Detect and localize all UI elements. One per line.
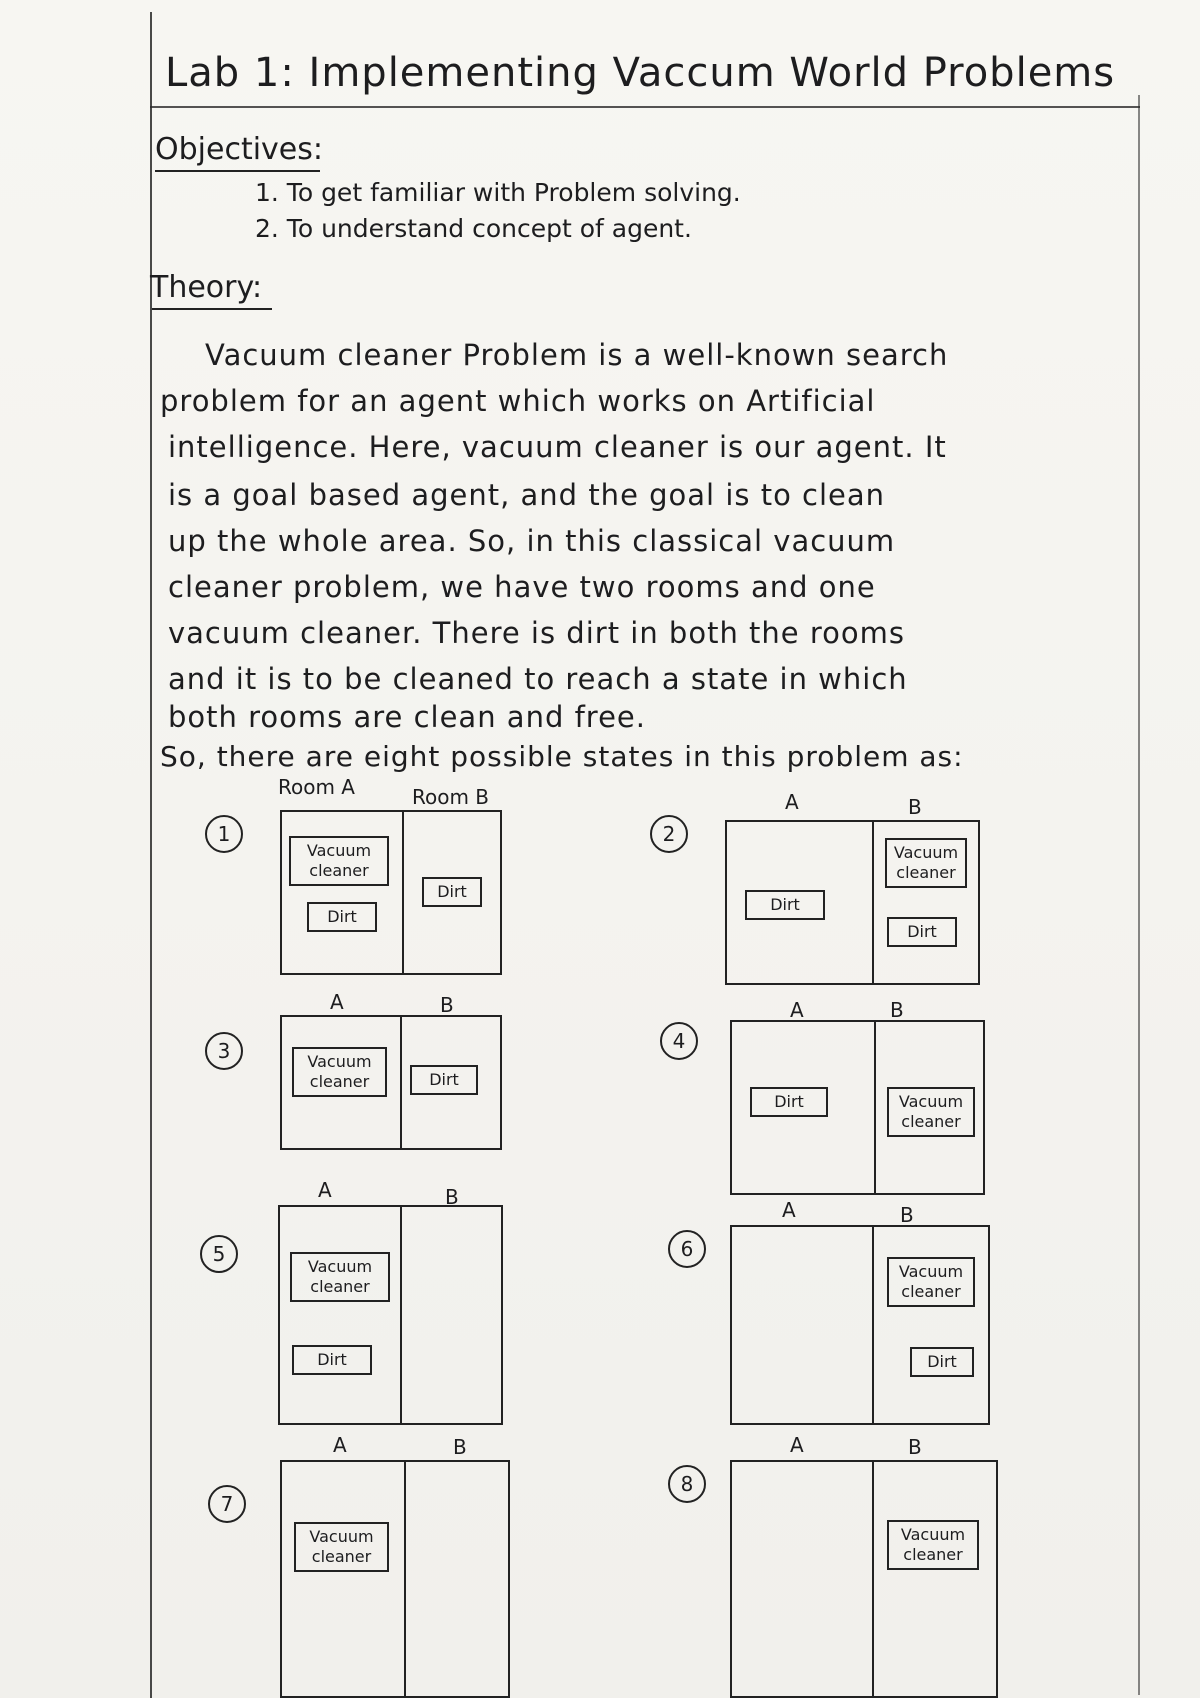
theory-heading: Theory: bbox=[150, 270, 263, 305]
state-diagram bbox=[278, 1205, 503, 1425]
objective-item: 1. To get familiar with Problem solving. bbox=[255, 178, 741, 207]
state-diagram bbox=[730, 1020, 985, 1195]
room-b-label: B bbox=[908, 1435, 922, 1459]
state-number: 8 bbox=[668, 1465, 706, 1503]
room-divider bbox=[874, 1022, 876, 1193]
theory-line: is a goal based agent, and the goal is to clean bbox=[168, 478, 886, 512]
dirt-box: Dirt bbox=[910, 1347, 974, 1377]
state-number: 1 bbox=[205, 815, 243, 853]
page-title: Lab 1: Implementing Vaccum World Problems bbox=[165, 50, 1116, 96]
room-divider bbox=[400, 1207, 402, 1423]
room-b-label: B bbox=[900, 1203, 914, 1227]
state-number: 3 bbox=[205, 1032, 243, 1070]
state-diagram bbox=[280, 810, 502, 975]
theory-line: problem for an agent which works on Artificial bbox=[160, 384, 876, 418]
room-b-label: B bbox=[908, 795, 922, 819]
room-b-label: B bbox=[453, 1435, 467, 1459]
state-diagram bbox=[280, 1015, 502, 1150]
theory-line: and it is to be cleaned to reach a state in which bbox=[168, 662, 908, 696]
room-b-label: B bbox=[445, 1185, 459, 1209]
room-divider bbox=[404, 1462, 406, 1696]
room-a-label: A bbox=[330, 990, 344, 1014]
theory-line: vacuum cleaner. There is dirt in both the rooms bbox=[168, 616, 905, 650]
theory-underline bbox=[152, 308, 272, 310]
state-number: 6 bbox=[668, 1230, 706, 1268]
vacuum-cleaner-box: Vacuum cleaner bbox=[885, 838, 967, 888]
room-b-label: Room B bbox=[412, 785, 490, 809]
vacuum-cleaner-box: Vacuum cleaner bbox=[294, 1522, 389, 1572]
vacuum-cleaner-box: Vacuum cleaner bbox=[292, 1047, 387, 1097]
dirt-box: Dirt bbox=[410, 1065, 478, 1095]
dirt-box: Dirt bbox=[292, 1345, 372, 1375]
theory-line: both rooms are clean and free. bbox=[168, 700, 646, 734]
room-divider bbox=[400, 1017, 402, 1148]
state-diagram bbox=[730, 1460, 998, 1698]
theory-line: cleaner problem, we have two rooms and one bbox=[168, 570, 876, 604]
room-divider bbox=[872, 1462, 874, 1696]
room-divider bbox=[872, 822, 874, 983]
state-number: 4 bbox=[660, 1022, 698, 1060]
room-a-label: A bbox=[785, 790, 799, 814]
dirt-box: Dirt bbox=[887, 917, 957, 947]
theory-line: intelligence. Here, vacuum cleaner is our agent. It bbox=[168, 430, 947, 464]
dirt-box: Dirt bbox=[307, 902, 377, 932]
title-rule bbox=[150, 106, 1140, 108]
dirt-box: Dirt bbox=[745, 890, 825, 920]
objective-item: 2. To understand concept of agent. bbox=[255, 214, 692, 243]
state-diagram bbox=[730, 1225, 990, 1425]
room-divider bbox=[872, 1227, 874, 1423]
room-a-label: A bbox=[318, 1178, 332, 1202]
vacuum-cleaner-box: Vacuum cleaner bbox=[887, 1257, 975, 1307]
vacuum-cleaner-box: Vacuum cleaner bbox=[290, 1252, 390, 1302]
state-diagram bbox=[725, 820, 980, 985]
room-b-label: B bbox=[440, 993, 454, 1017]
state-number: 2 bbox=[650, 815, 688, 853]
room-b-label: B bbox=[890, 998, 904, 1022]
objectives-underline bbox=[155, 170, 320, 172]
room-a-label: Room A bbox=[278, 775, 355, 799]
room-a-label: A bbox=[333, 1433, 347, 1457]
room-a-label: A bbox=[790, 1433, 804, 1457]
vacuum-cleaner-box: Vacuum cleaner bbox=[887, 1087, 975, 1137]
theory-line: Vacuum cleaner Problem is a well-known search bbox=[205, 338, 949, 372]
margin-line bbox=[150, 12, 152, 1698]
room-a-label: A bbox=[790, 998, 804, 1022]
state-diagram bbox=[280, 1460, 510, 1698]
state-number: 5 bbox=[200, 1235, 238, 1273]
dirt-box: Dirt bbox=[422, 877, 482, 907]
vacuum-cleaner-box: Vacuum cleaner bbox=[887, 1520, 979, 1570]
objectives-heading: Objectives: bbox=[155, 132, 323, 167]
room-divider bbox=[402, 812, 404, 973]
dirt-box: Dirt bbox=[750, 1087, 828, 1117]
vacuum-cleaner-box: Vacuum cleaner bbox=[289, 836, 389, 886]
state-number: 7 bbox=[208, 1485, 246, 1523]
right-margin-line bbox=[1138, 95, 1140, 1695]
theory-line: So, there are eight possible states in this problem as: bbox=[160, 740, 964, 773]
theory-line: up the whole area. So, in this classical vacuum bbox=[168, 524, 896, 558]
room-a-label: A bbox=[782, 1198, 796, 1222]
